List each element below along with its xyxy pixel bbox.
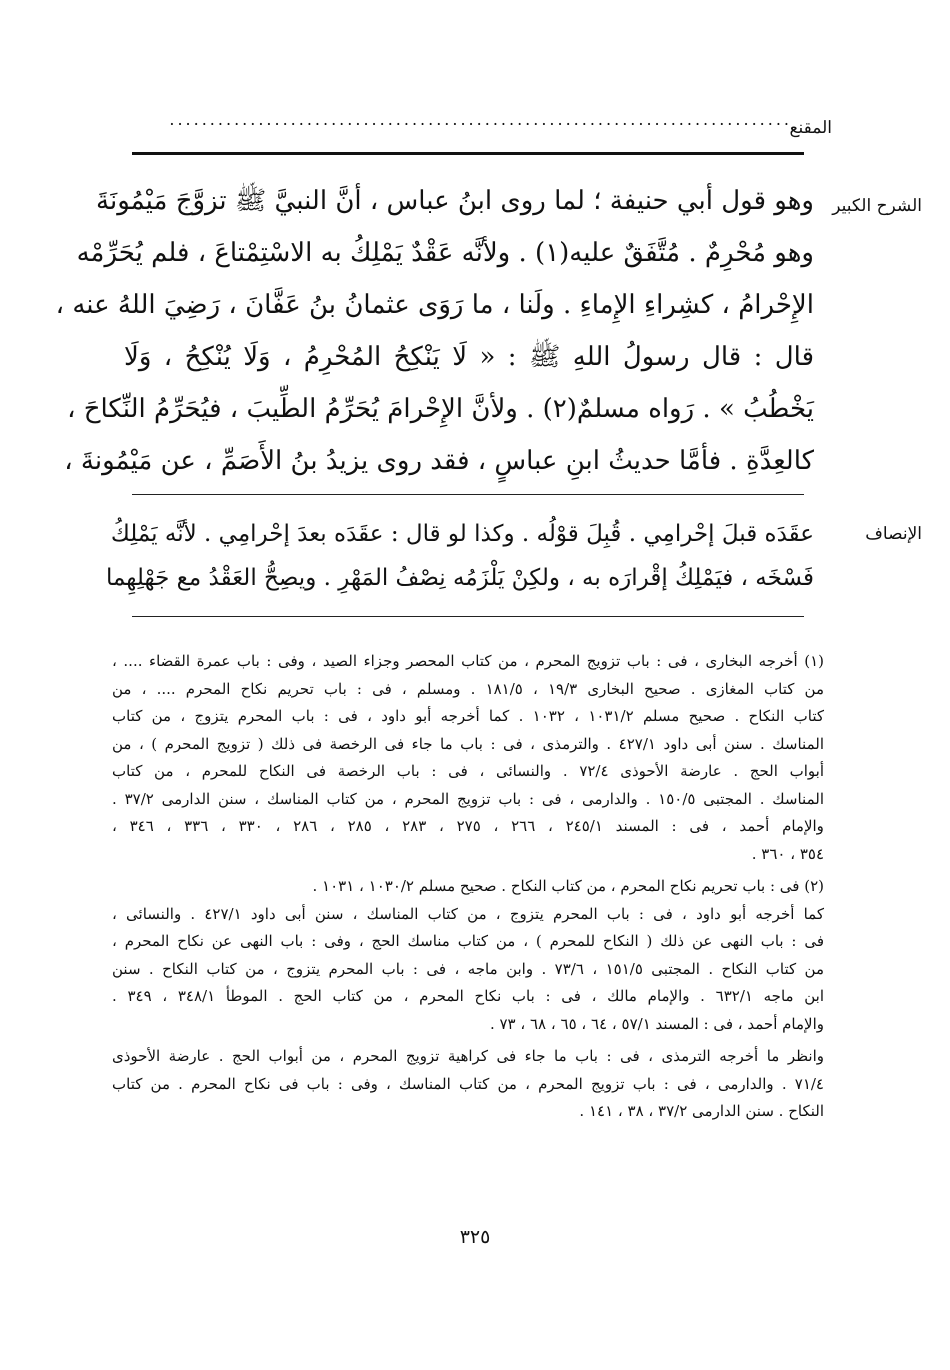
main-text-line: وهو مُحْرِمٌ . مُتَّفَقٌ عليه(١) . ولأنَّه عَقْدٌ يَمْلِكُ به الاسْتِمْتاعَ ، فلم يُحَرِّمْه	[76, 238, 814, 268]
footnote-line: أبواب الحج . عارضة الأحوذى ٧٢/٤ . والنسائى ، فى : باب الرخصة فى النكاح للمحرم ، من كتاب	[112, 762, 824, 780]
insaf-text-line: عقَدَه قبلَ إحْرامِي . قُبِلَ قوْلُه . وكذا لو قال : عقَدَه بعدَ إحْرامِي . لأنَّه يَمْلِكُ	[110, 521, 814, 547]
footnote-line: وانظر ما أخرجه الترمذى ، فى : باب ما جاء فى كراهية تزويج المحرم ، من أبواب الحج . عارضة الأحوذى	[112, 1047, 824, 1065]
footnote-line: كما أخرجه أبو داود ، فى : باب المحرم يتزوج ، من كتاب المناسك ، سنن أبى داود ٤٢٧/١ . والنسائى ،	[112, 904, 824, 923]
footnote-line: من كتاب النكاح . المجتبى ١٥١/٥ ، ٧٣/٦ . وابن ماجه ، فى : باب المحرم يتزوج ، من كتاب النكاح . سنن	[112, 959, 824, 978]
footnote-1	[112, 648, 824, 868]
main-text-line: كالعِدَّةِ . فأمَّا حديثُ ابنِ عباسٍ ، فقد روى يزيدُ بنُ الأَصَمِّ ، عن مَيْمُونةَ ،	[64, 446, 814, 476]
footnote-line: (٢) فى : باب تحريم نكاح المحرم ، من كتاب النكاح . صحيح مسلم ١٠٣٠/٢ ، ١٠٣١ .	[312, 877, 824, 895]
footnotes-block	[112, 648, 824, 1126]
footnote-line: المناسك . المجتبى ١٥٠/٥ . والدارمى ، فى : باب تزويج المحرم ، من كتاب المناسك ، سنن الدارمى ٣٧/٢ .	[112, 789, 824, 808]
main-text-block	[55, 175, 814, 487]
page-number: ٣٢٥	[459, 1226, 491, 1248]
footnote-line: والإمام أحمد ، فى : المسند ٥٧/١ ، ٦٤ ، ٦٥ ، ٦٨ ، ٧٣ .	[489, 1014, 824, 1033]
footnote-line: المناسك . سنن أبى داود ٤٢٧/١ . والترمذى ، فى : باب ما جاء فى الرخصة فى ذلك ( تزويج المحرم ) ، من	[112, 734, 824, 753]
main-text-line: قال : قال رسولُ اللهِ ﷺ : « لَا يَنْكِحُ المُحْرِمُ ، وَلَا يُنْكِحُ ، وَلَا	[124, 342, 814, 372]
section-divider	[132, 494, 804, 495]
running-header-title: المقنع	[789, 118, 832, 138]
main-text-line: الإِحْرامُ ، كشِراءِ الإِماءِ . ولَنا ، ما رَوَى عثمانُ بنُ عَفَّانَ ، رَضِيَ اللهُ عنه ،	[55, 290, 814, 320]
insaf-text-block	[105, 512, 814, 600]
footnote-line: من كتاب المغازى . صحيح البخارى ١٩/٣ ، ١٨١/٥ . ومسلم ، فى : باب تحريم نكاح المحرم .... ، من	[112, 679, 824, 698]
main-text-line: يَخْطُبُ » . رَواه مسلمٌ(٢) . ولأنَّ الإِحْرامَ يُحَرِّمُ الطِّيبَ ، فيُحَرِّمُ النِّكاحَ ،	[67, 394, 814, 424]
main-text-line: وهو قول أبي حنيفة ؛ لما روى ابنُ عباس ، أنَّ النبيَّ ﷺ تزوَّجَ مَيْمُونَةَ	[96, 186, 814, 216]
header-rule	[132, 152, 804, 155]
footnote-line: والإمام أحمد ، فى : المسند ٢٤٥/١ ، ٢٦٦ ، ٢٧٥ ، ٢٨٣ ، ٢٨٥ ، ٢٨٦ ، ٣٣٠ ، ٣٣٦ ، ٣٤٦ ،	[112, 817, 824, 835]
footnote-line: ٧١/٤ . والدارمى ، فى : باب تزويج المحرم ، من كتاب المناسك ، وفى : باب فى نكاح المحرم . من كتاب	[112, 1074, 824, 1093]
footnote-divider	[132, 616, 804, 617]
footnote-line: النكاح . سنن الدارمى ٣٧/٢ ، ٣٨ ، ١٤١ .	[579, 1102, 824, 1120]
footnote-2	[112, 873, 824, 1038]
footnote-line: (١) أخرجه البخارى ، فى : باب تزويج المحرم ، من كتاب المحصر وجزاء الصيد ، وفى : باب عمرة القضاء .... ،	[112, 652, 824, 670]
footnote-line: فى : باب النهى عن ذلك ( النكاح للمحرم ) ، من كتاب مناسك الحج ، وفى : باب النهى عن نكاح المحرم ،	[112, 932, 824, 950]
margin-label-sharh: الشرح الكبير	[832, 196, 922, 216]
footnote-line: كتاب النكاح . صحيح مسلم ١٠٣١/٢ ، ١٠٣٢ . كما أخرجه أبو داود ، فى : باب المحرم يتزوج ، من كتاب	[112, 707, 824, 725]
footnote-line: ابن ماجه ٦٣٢/١ . والإمام مالك ، فى : باب نكاح المحرم ، من كتاب الحج . الموطأ ٣٤٨/١ ، ٣٤٩ .	[112, 987, 824, 1005]
footnote-see-also	[112, 1043, 824, 1126]
margin-label-insaf: الإنصاف	[865, 524, 922, 544]
header-dotted-leader: .............................................................................	[169, 110, 792, 129]
insaf-text-line: فَسْخَه ، فيَمْلِكُ إقْرارَه به ، ولكِنْ يَلْزَمُه نِصْفُ المَهْرِ . ويصِحُّ العَقْدُ مع جَهْلِهِما	[105, 565, 814, 591]
footnote-line: ٣٥٤ ، ٣٦٠ .	[751, 844, 824, 863]
